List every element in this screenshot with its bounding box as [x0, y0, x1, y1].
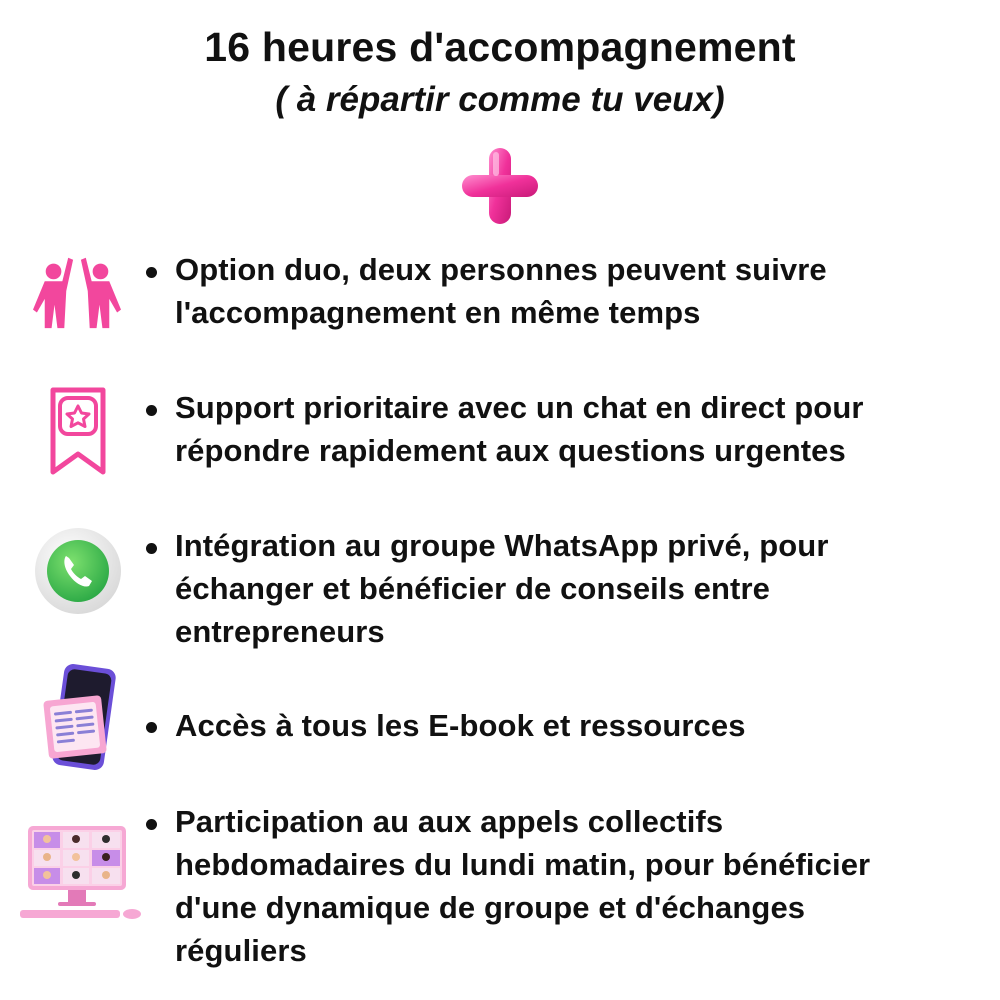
list-item-support	[0, 386, 1000, 476]
item-text: Option duo, deux personnes peuvent suivre l'accompagnement en même temps	[175, 252, 827, 330]
page-title: 16 heures d'accompagnement	[204, 24, 796, 70]
video-call-computer-icon	[18, 822, 148, 922]
list-item-whatsapp	[0, 524, 1000, 656]
bookmark-star-icon	[22, 386, 132, 476]
page-subtitle: ( à répartir comme tu veux)	[275, 80, 725, 119]
item-text: Participation au aux appels collectifs hebdomadaires du lundi matin, pour bénéficier d'une dynamique de groupe et d'échanges réguliers	[175, 804, 871, 968]
item-text: Support prioritaire avec un chat en direct pour répondre rapidement aux questions urgentes	[175, 390, 864, 468]
high-five-people-icon	[22, 248, 132, 336]
list-item-ebook	[0, 662, 1000, 774]
phone-ebook-icon	[22, 662, 132, 774]
list-item-duo	[0, 248, 1000, 338]
item-text: Accès à tous les E-book et ressources	[175, 708, 746, 743]
item-text: Intégration au groupe WhatsApp privé, pour échanger et bénéficier de conseils entre entrepreneurs	[175, 528, 829, 649]
plus-icon	[458, 144, 542, 228]
whatsapp-phone-icon	[22, 524, 132, 624]
list-item-calls	[0, 800, 1000, 980]
